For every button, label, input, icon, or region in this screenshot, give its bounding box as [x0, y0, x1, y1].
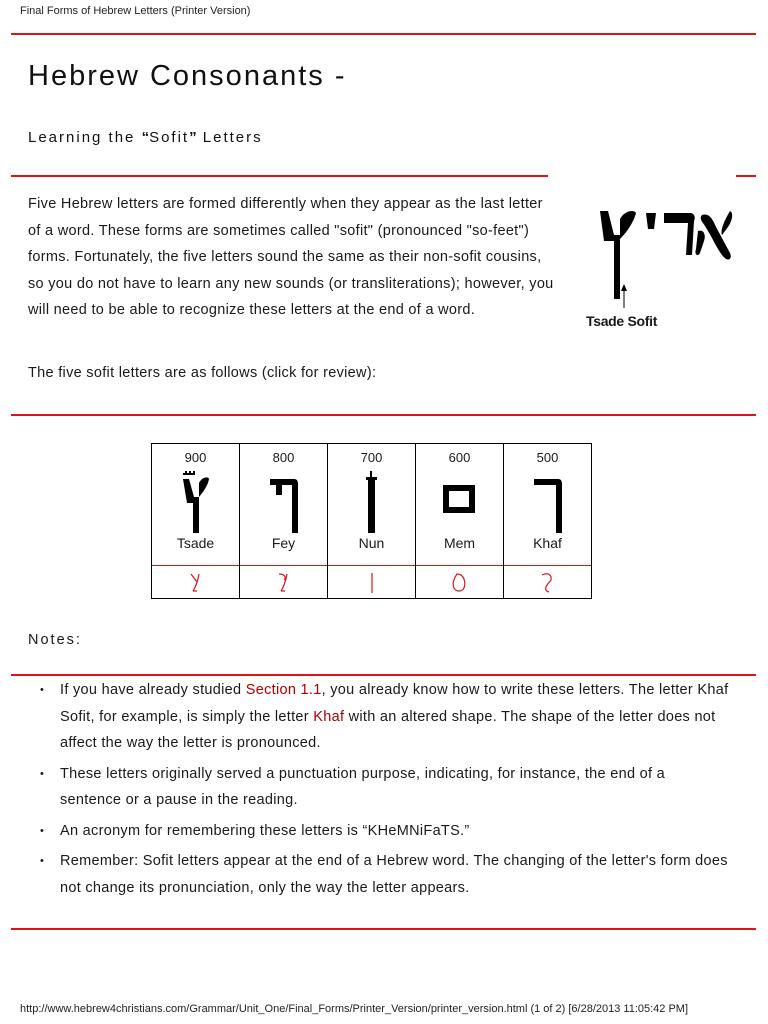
letter-value: 800	[272, 450, 295, 465]
tsade-sofit-glyph	[152, 471, 239, 535]
list-item: • Remember: Sofit letters appear at the end of a Hebrew word. The changing of the letter's form does not change its pronunciation, only the way the letter appears.	[40, 848, 730, 901]
divider	[11, 33, 756, 35]
nun-script-glyph	[328, 570, 415, 596]
sofit-letters-table	[151, 443, 592, 599]
tsade-script-glyph	[152, 570, 239, 596]
letter-cell-khaf[interactable]	[504, 444, 592, 599]
list-item: • If you have already studied Section 1.1, you already know how to write these letters. The letter Khaf Sofit, for example, is simply the letter Khaf with an altered shape. The shape of the letter does not affect the way the letter is pronounced.	[40, 677, 730, 757]
cell-divider	[240, 565, 327, 566]
khaf-script-glyph	[504, 570, 591, 596]
document-footer-url: http://www.hebrew4christians.com/Grammar/Unit_One/Final_Forms/Printer_Version/printer_version.html (1 of 2) [6/28/2013 11:05:42 PM]	[20, 1003, 689, 1015]
cell-divider	[504, 565, 591, 566]
letter-cell-tsade[interactable]	[152, 444, 240, 599]
list-item: • These letters originally served a punctuation purpose, indicating, for instance, the end of a sentence or a pause in the reading.	[40, 761, 730, 814]
nun-sofit-glyph	[328, 471, 415, 535]
letter-cell-nun[interactable]	[328, 444, 416, 599]
letter-name: Tsade	[176, 535, 215, 551]
divider	[11, 175, 548, 177]
document-header-title: Final Forms of Hebrew Letters (Printer Version)	[20, 5, 251, 17]
section-1-1-link[interactable]: Section 1.1	[245, 682, 322, 698]
mem-sofit-glyph	[416, 471, 503, 535]
fey-sofit-glyph	[240, 471, 327, 535]
five-letters-text: The five sofit letters are as follows (click for review):	[28, 365, 377, 381]
intro-paragraph: Five Hebrew letters are formed differently when they appear as the last letter of a word. These forms are sometimes called "sofit" (pronounced "so-feet") forms. Fortunately, the five letters sound the same as their non-sofit cousins, so you do not have to learn any new sounds (or transliterations); however, you will need to be able to recognize these letters at the end of a word.	[28, 196, 554, 318]
letter-cell-fey[interactable]	[240, 444, 328, 599]
khaf-sofit-glyph	[504, 471, 591, 535]
divider	[736, 175, 756, 177]
cell-divider	[152, 565, 239, 566]
notes-title: Notes:	[28, 632, 82, 648]
letter-name: Fey	[271, 535, 296, 551]
figure-label: Tsade Sofit	[586, 313, 658, 329]
divider	[11, 414, 756, 416]
letter-value: 700	[360, 450, 383, 465]
cell-divider	[328, 565, 415, 566]
page-subtitle: Learning the “Sofit” Letters	[28, 129, 263, 146]
letter-cell-mem[interactable]	[416, 444, 504, 599]
letter-value: 600	[448, 450, 471, 465]
divider	[11, 674, 756, 676]
letter-value: 900	[184, 450, 207, 465]
letter-name: Nun	[358, 535, 385, 551]
letter-value: 500	[536, 450, 559, 465]
divider	[11, 928, 756, 930]
cell-divider	[416, 565, 503, 566]
list-item: • An acronym for remembering these letters is “KHeMNiFaTS.”	[40, 818, 730, 845]
page-title: Hebrew Consonants -	[28, 60, 347, 92]
notes-list	[40, 677, 730, 905]
khaf-link[interactable]: Khaf	[313, 708, 345, 725]
fey-script-glyph	[240, 570, 327, 596]
letter-name: Khaf	[533, 535, 562, 551]
mem-script-glyph	[416, 570, 503, 596]
letter-name: Mem	[443, 535, 476, 551]
